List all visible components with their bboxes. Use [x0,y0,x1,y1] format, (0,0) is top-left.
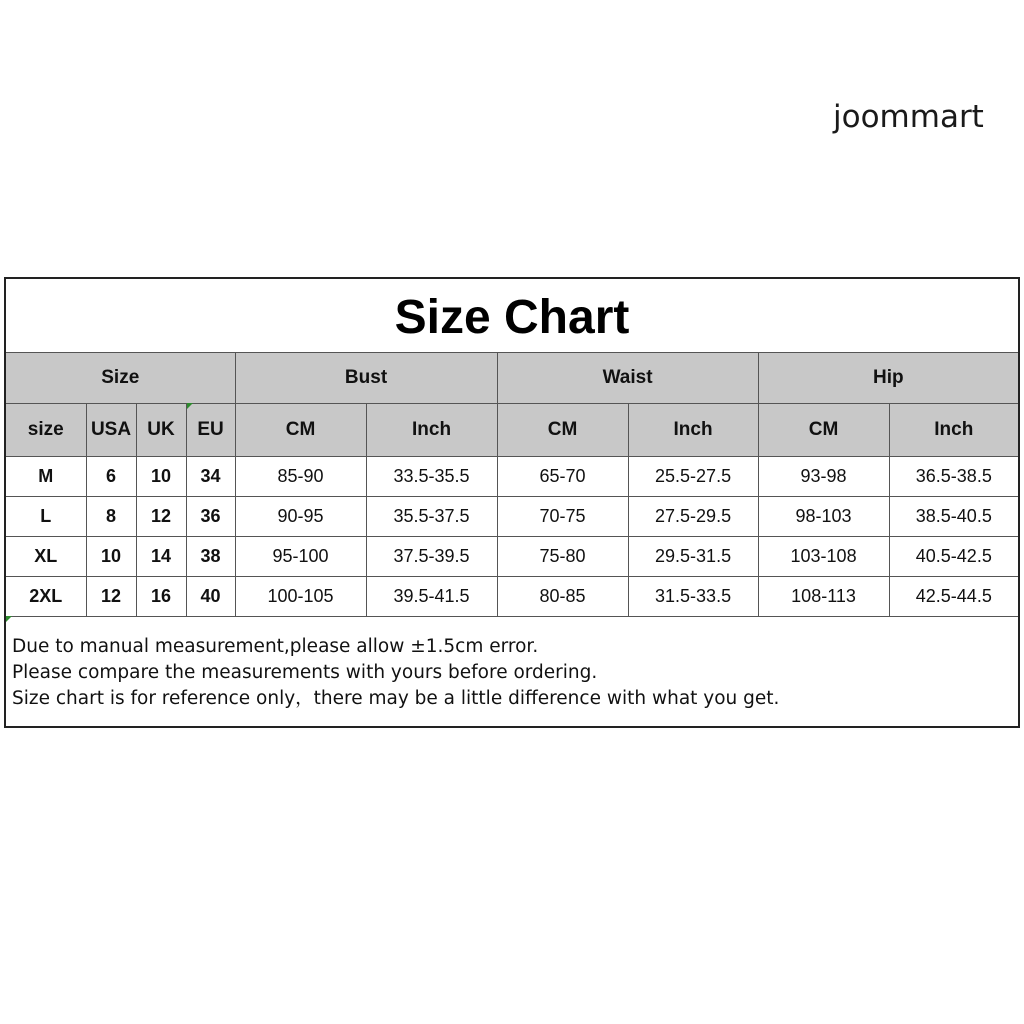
note-line: Please compare the measurements with yours before ordering. [12,662,598,683]
unit-header-row [6,404,1018,457]
table-cell: 93-98 [758,457,889,497]
table-cell: 38.5-40.5 [889,497,1018,537]
unit-header: CM [758,404,889,457]
table-cell: 34 [186,457,235,497]
group-header-bust: Bust [235,353,497,404]
table-row [6,577,1018,617]
table-cell: 108-113 [758,577,889,617]
table-cell: 6 [86,457,136,497]
table-cell: 31.5-33.5 [628,577,758,617]
table-cell: 100-105 [235,577,366,617]
table-cell: 39.5-41.5 [366,577,497,617]
cell-comment-marker [6,616,12,622]
notes-block [12,634,1012,712]
unit-header: Inch [628,404,758,457]
unit-header: USA [86,404,136,457]
table-cell: 80-85 [497,577,628,617]
table-cell: 14 [136,537,186,577]
table-cell: 16 [136,577,186,617]
brand-watermark: joommart [833,99,984,135]
table-cell: 12 [86,577,136,617]
table-cell: 37.5-39.5 [366,537,497,577]
table-cell: 35.5-37.5 [366,497,497,537]
unit-header: CM [235,404,366,457]
unit-header: CM [497,404,628,457]
table-cell: 75-80 [497,537,628,577]
unit-header: EU [186,404,235,457]
table-cell: 33.5-35.5 [366,457,497,497]
table-cell: 2XL [6,577,86,617]
table-cell: 70-75 [497,497,628,537]
unit-header: size [6,404,86,457]
table-cell: M [6,457,86,497]
table-cell: 10 [136,457,186,497]
table-cell: 85-90 [235,457,366,497]
table-cell: 40.5-42.5 [889,537,1018,577]
table-cell: 8 [86,497,136,537]
note-line: Size chart is for reference only，there may be a little difference with what you get. [12,688,780,709]
group-header-waist: Waist [497,353,758,404]
table-cell: 40 [186,577,235,617]
table-cell: 65-70 [497,457,628,497]
table-cell: 90-95 [235,497,366,537]
chart-title: Size Chart [6,279,1018,353]
group-header-hip: Hip [758,353,1018,404]
table-cell: 36 [186,497,235,537]
table-row [6,497,1018,537]
table-row [6,537,1018,577]
size-table [6,353,1018,617]
table-cell: 42.5-44.5 [889,577,1018,617]
table-row [6,457,1018,497]
table-cell: 38 [186,537,235,577]
table-cell: 95-100 [235,537,366,577]
table-cell: 103-108 [758,537,889,577]
group-header-size: Size [6,353,235,404]
table-cell: 29.5-31.5 [628,537,758,577]
table-cell: L [6,497,86,537]
note-line: Due to manual measurement,please allow ±1.5cm error. [12,636,539,657]
cell-comment-marker [187,403,193,409]
table-cell: 25.5-27.5 [628,457,758,497]
table-cell: 10 [86,537,136,577]
table-cell: 12 [136,497,186,537]
size-chart [4,277,1020,728]
table-cell: 36.5-38.5 [889,457,1018,497]
table-cell: 98-103 [758,497,889,537]
table-cell: 27.5-29.5 [628,497,758,537]
table-cell: XL [6,537,86,577]
group-header-row [6,353,1018,404]
unit-header: Inch [366,404,497,457]
unit-header: UK [136,404,186,457]
unit-header: Inch [889,404,1018,457]
